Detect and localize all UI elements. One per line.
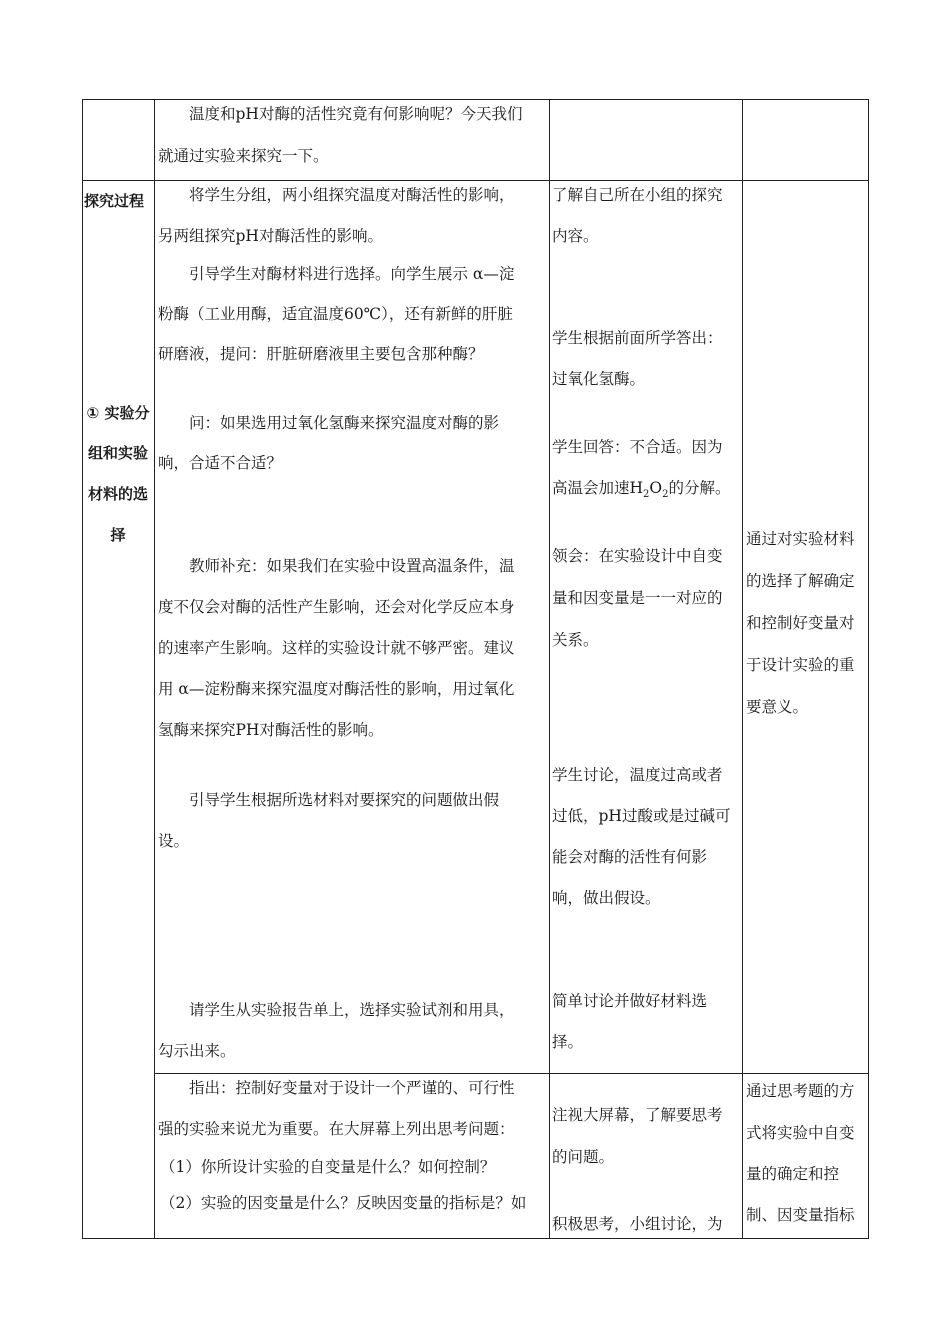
student-text: 学生回答：不合适。因为 [552, 438, 723, 456]
student-text-formula [552, 478, 731, 505]
teacher-text: 研磨液，提问：肝脏研磨液里主要包含那种酶？ [158, 345, 484, 363]
teacher-text: 用 α—淀粉酶来探究温度对酶活性的影响，用过氧化 [158, 680, 515, 698]
teacher-text: 教师补充：如果我们在实验中设置高温条件，温 [189, 557, 515, 575]
table-row-divider [154, 1073, 869, 1074]
formula-post: 的分解。 [668, 479, 731, 497]
table-border-bottom [82, 1238, 869, 1239]
teacher-text: 设。 [158, 832, 190, 850]
section-label: 探究过程 [84, 192, 145, 210]
teacher-text: 引导学生根据所选材料对要探究的问题做出假 [189, 791, 500, 809]
table-border-left [82, 99, 83, 1239]
student-text: 了解自己所在小组的探究 [552, 186, 723, 204]
teacher-text: 强的实验来说尤为重要。在大屏幕上列出思考问题： [158, 1120, 515, 1138]
teacher-text: 指出：控制好变量对于设计一个严谨的、可行性 [189, 1079, 515, 1097]
student-text: 量和因变量是一一对应的 [552, 589, 723, 607]
sub-label: 材料的选 [87, 485, 148, 503]
subscript: 2 [643, 489, 650, 501]
student-text: 学生根据前面所学答出： [552, 329, 723, 347]
teacher-text: 的速率产生影响。这样的实验设计就不够严密。建议 [158, 639, 515, 657]
formula-mid: O [649, 479, 663, 497]
student-text: 内容。 [552, 227, 599, 245]
table-row-divider [82, 180, 869, 181]
student-text: 响，做出假设。 [552, 889, 661, 907]
student-text: 关系。 [552, 631, 599, 649]
teacher-text: 将学生分组，两小组探究温度对酶活性的影响， [189, 186, 515, 204]
intent-text: 和控制好变量对 [746, 614, 855, 632]
teacher-text: （1）你所设计实验的自变量是什么？如何控制？ [160, 1158, 496, 1176]
table-border-right [868, 99, 869, 1239]
student-text: 能会对酶的活性有何影 [552, 848, 708, 866]
formula-pre: 高温会加速H [552, 479, 644, 497]
intent-text: 制、因变量指标 [746, 1206, 855, 1224]
student-text: 的问题。 [552, 1148, 615, 1166]
intent-text: 量的确定和控 [746, 1165, 840, 1183]
teacher-text: 度不仅会对酶的活性产生影响，还会对化学反应本身 [158, 598, 515, 616]
sub-label: 组和实验 [87, 444, 148, 462]
student-text: 过氧化氢酶。 [552, 370, 646, 388]
teacher-text: 响，合适不合适？ [158, 454, 283, 472]
table-col-divider [549, 99, 550, 1239]
teacher-text: （2）实验的因变量是什么？反映因变量的指标是？如 [160, 1194, 527, 1212]
sub-label: 择 [110, 526, 126, 544]
intent-text: 于设计实验的重 [746, 656, 855, 674]
sub-label: ① 实验分 [86, 404, 150, 422]
intent-text: 通过对实验材料 [746, 530, 855, 548]
intent-text: 通过思考题的方 [746, 1082, 855, 1100]
student-text: 学生讨论，温度过高或者 [552, 766, 723, 784]
intro-text: 就通过实验来探究一下。 [158, 147, 329, 165]
teacher-text: 粉酶（工业用酶，适宜温度60℃），还有新鲜的肝脏 [158, 305, 513, 323]
teacher-text: 请学生从实验报告单上，选择实验试剂和用具， [189, 1001, 515, 1019]
table-col-divider [742, 99, 743, 1239]
intent-text: 要意义。 [746, 698, 809, 716]
subscript: 2 [662, 489, 669, 501]
teacher-text: 另两组探究pH对酶活性的影响。 [158, 227, 383, 245]
teacher-text: 问：如果选用过氧化氢酶来探究温度对酶的影 [189, 414, 500, 432]
student-text: 领会：在实验设计中自变 [552, 547, 723, 565]
intent-text: 的选择了解确定 [746, 572, 855, 590]
student-text: 积极思考，小组讨论，为 [552, 1215, 723, 1233]
student-text: 择。 [552, 1033, 584, 1051]
teacher-text: 勾示出来。 [158, 1042, 236, 1060]
table-border-top [82, 99, 869, 100]
student-text: 简单讨论并做好材料选 [552, 992, 708, 1010]
intent-text: 式将实验中自变 [746, 1124, 855, 1142]
student-text: 过低，pH过酸或是过碱可 [552, 807, 731, 825]
teacher-text: 引导学生对酶材料进行选择。向学生展示 α—淀 [189, 265, 515, 283]
teacher-text: 氢酶来探究PH对酶活性的影响。 [158, 721, 384, 739]
student-text: 注视大屏幕，了解要思考 [552, 1106, 723, 1124]
table-col-divider [154, 99, 155, 1239]
intro-text: 温度和pH对酶的活性究竟有何影响呢？今天我们 [189, 105, 523, 123]
